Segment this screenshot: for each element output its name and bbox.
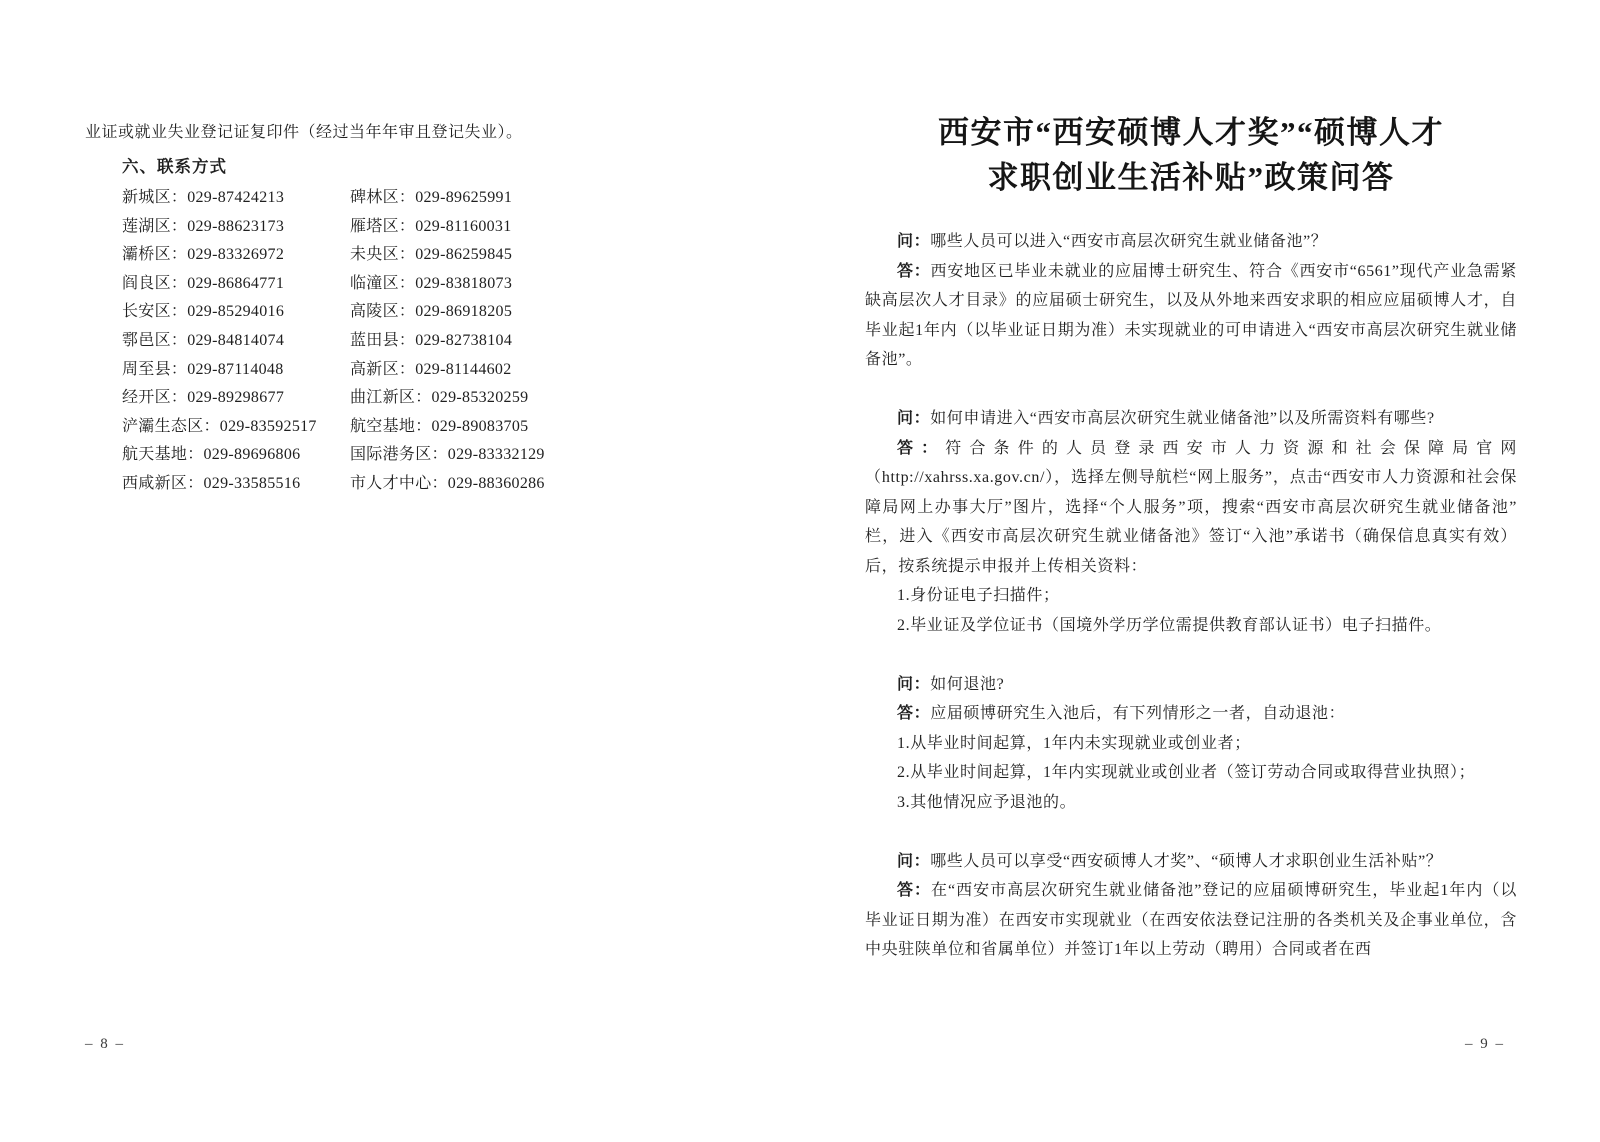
contact-row (122, 184, 647, 213)
contact-entry: 雁塔区：029-81160031 (350, 217, 512, 235)
answer-label: 答： (897, 439, 946, 457)
contact-entry: 碑林区：029-89625991 (350, 189, 513, 206)
contact-entry: 灞桥区：029-83326972 (122, 246, 285, 264)
contact-row (122, 241, 647, 270)
list-item (865, 788, 1517, 818)
answer-text: 西安地区已毕业未就业的应届博士研究生、符合《西安市“6561”现代产业急需紧缺高层次人才目录》的应届硕士研究生，以及从外地来西安求职的相应应届硕博人才，自毕业起1年内（以毕业证日期为准）未实现就业的可申请进入“西安市高层次研究生就业储备池”。 (865, 262, 1517, 368)
contact-entry: 航空基地：029-89083705 (350, 417, 529, 435)
continuation-text: 业证或就业失业登记证复印件（经过当年年审且登记失业）。 (85, 124, 523, 141)
contact-entry: 西咸新区：029-33585516 (122, 474, 301, 492)
contact-entry: 经开区：029-89298677 (122, 389, 285, 407)
paragraph-spacer (865, 375, 1517, 405)
contact-row (122, 384, 647, 413)
contact-entry: 曲江新区：029-85320259 (350, 389, 529, 407)
question-label: 问： (897, 675, 931, 693)
contact-row (122, 270, 647, 299)
contact-entry: 高新区：029-81144602 (350, 360, 512, 378)
contact-entry: 浐灞生态区：029-83592517 (122, 417, 317, 435)
list-item-text: 2.从毕业时间起算，1年内实现就业或创业者（签订劳动合同或取得营业执照）； (897, 764, 1476, 781)
document-title (865, 110, 1517, 200)
contact-row (122, 298, 647, 327)
list-item-text: 2.毕业证及学位证书（国境外学历学位需提供教育部认证书）电子扫描件。 (897, 616, 1442, 634)
contact-entry: 周至县：029-87114048 (122, 360, 284, 378)
contact-entry: 阎良区：029-86864771 (122, 274, 285, 292)
qa-question (865, 670, 1517, 700)
contact-row (122, 213, 647, 242)
contact-entry: 蓝田县：029-82738104 (350, 331, 513, 349)
qa-answer (865, 434, 1517, 582)
list-item (865, 729, 1517, 759)
question-text: 哪些人员可以进入“西安市高层次研究生就业储备池”？ (930, 233, 1328, 250)
list-item-text: 3.其他情况应予退池的。 (897, 793, 1077, 811)
contact-entry: 临潼区：029-83818073 (350, 274, 513, 292)
answer-label: 答： (897, 705, 931, 722)
qa-question (865, 404, 1517, 434)
answer-label: 答： (897, 262, 931, 280)
contact-entry: 国际港务区：029-83332129 (350, 446, 545, 464)
question-label: 问： (897, 410, 931, 427)
question-text: 如何申请进入“西安市高层次研究生就业储备池”以及所需资料有哪些? (930, 410, 1435, 427)
contact-entry: 未央区：029-86259845 (350, 246, 513, 264)
answer-label: 答： (897, 882, 932, 899)
section-heading-contacts: 六、联系方式 (122, 157, 227, 176)
document-title-line1: 西安市“西安硕博人才奖”“硕博人才 (938, 115, 1444, 150)
list-item-text: 1.从毕业时间起算，1年内未实现就业或创业者； (897, 734, 1251, 752)
qa-answer (865, 257, 1517, 375)
page-left (85, 118, 647, 499)
contact-row (122, 356, 647, 385)
contact-entry: 新城区：029-87424213 (122, 189, 285, 206)
page-number-right: – 9 – (1465, 1036, 1505, 1052)
answer-text: 应届硕博研究生入池后，有下列情形之一者，自动退池： (930, 705, 1346, 722)
contact-entry: 莲湖区：029-88623173 (122, 217, 285, 235)
qa-question (865, 227, 1517, 257)
paragraph-spacer (865, 817, 1517, 847)
contact-entry: 航天基地：029-89696806 (122, 446, 301, 464)
contact-list (122, 184, 647, 499)
contact-row (122, 327, 647, 356)
page-right (865, 110, 1517, 965)
contact-entry: 高陵区：029-86918205 (350, 303, 513, 321)
list-item-text: 1.身份证电子扫描件； (897, 587, 1060, 604)
question-label: 问： (897, 233, 931, 250)
contact-row (122, 413, 647, 442)
page-number-left: – 8 – (85, 1036, 125, 1052)
list-item (865, 611, 1517, 641)
answer-text: 符合条件的人员登录西安市人力资源和社会保障局官网（http://xahrss.xa.gov.cn/），选择左侧导航栏“网上服务”，点击“西安市人力资源和社会保障局网上办事大厅”图片，选择“个人服务”项，搜索“西安市高层次研究生就业储备池” 栏，进入《西安市高层次研究生就业储备池》签订“入池”承诺书（确保信息真实有效）后，按系统提示申报并上传相关资料： (865, 439, 1518, 575)
list-item (865, 581, 1517, 611)
qa-question (865, 847, 1517, 877)
contact-row (122, 470, 647, 499)
contact-entry: 鄠邑区：029-84814074 (122, 331, 285, 349)
question-text: 如何退池? (930, 675, 1005, 693)
qa-answer (865, 876, 1517, 965)
contact-entry: 市人才中心：029-88360286 (350, 474, 545, 492)
document-title-line2: 求职创业生活补贴”政策问答 (987, 160, 1395, 195)
contact-entry: 长安区：029-85294016 (122, 303, 285, 321)
contact-row (122, 441, 647, 470)
answer-text: 在“西安市高层次研究生就业储备池”登记的应届硕博研究生，毕业起1年内（以毕业证日期为准）在西安市实现就业（在西安依法登记注册的各类机关及企事业单位，含中央驻陕单位和省属单位）并签订1年以上劳动（聘用）合同或者在西 (865, 882, 1517, 958)
question-label: 问： (897, 852, 931, 870)
list-item (865, 758, 1517, 788)
question-text: 哪些人员可以享受“西安硕博人才奖”、“硕博人才求职创业生活补贴”？ (930, 852, 1443, 870)
paragraph-spacer (865, 640, 1517, 670)
qa-answer (865, 699, 1517, 729)
